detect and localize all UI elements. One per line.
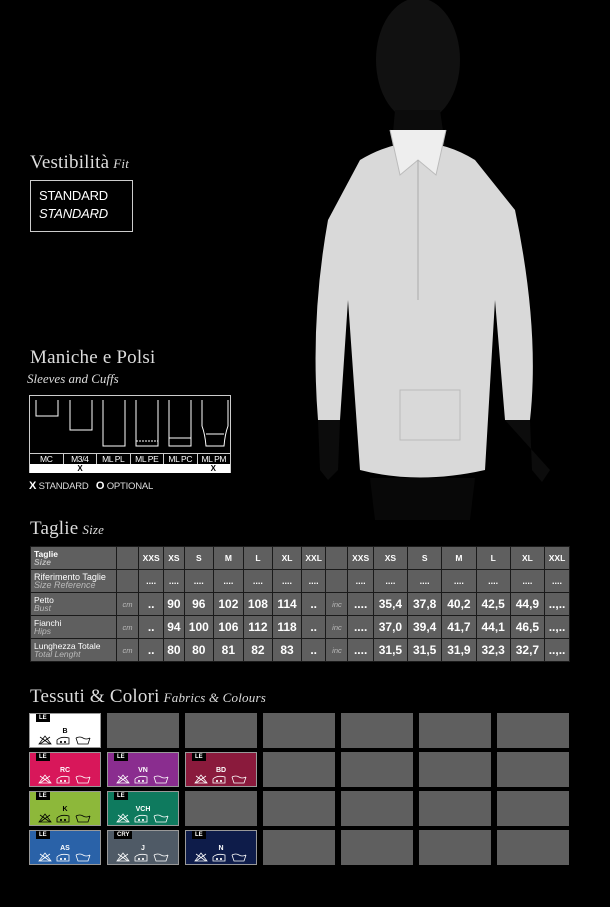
model-figure [300,0,610,520]
sizes-title-en: Size [82,522,105,537]
size-cell: .... [510,570,544,593]
size-header-cell: XXL [545,547,570,570]
fabric-tag: LE [36,792,50,800]
size-cell: .. [139,616,164,639]
fabric-swatch [29,752,101,787]
row-label-en: Bust [34,603,52,613]
row-label [31,616,117,639]
size-cell: .... [373,570,407,593]
unit-cell: inc [326,593,348,616]
size-cell: 31,5 [373,639,407,662]
fabric-tag: CRY [114,831,132,839]
unit-cell: cm [117,639,139,662]
fabric-swatch-empty [497,713,569,748]
sleeves-subtitle: Sleeves and Cuffs [27,371,119,386]
size-cell: ..,.. [545,593,570,616]
unit-cell: inc [326,616,348,639]
fabric-tag: LE [114,792,128,800]
size-row [31,616,570,639]
size-cell: .... [214,570,244,593]
fabric-tag: LE [36,714,50,722]
size-cell: 32,7 [510,639,544,662]
row-label-en: Total Lenght [34,649,81,659]
size-header-cell: XL [273,547,302,570]
sleeve-availability [130,464,163,473]
row-label-it: Taglie [34,549,58,559]
size-cell: .... [348,639,373,662]
size-cell: .. [301,593,326,616]
row-label-it: Fianchi [34,618,62,628]
sleeve-option-ml-pl: ML PL [97,454,131,464]
size-cell: 40,2 [442,593,476,616]
fabric-swatch-empty [341,713,413,748]
care-icons [38,813,94,823]
sleeve-availability-row [30,464,230,473]
fabric-swatch [107,791,179,826]
sleeve-option-ml-pe: ML PE [131,454,165,464]
unit-cell [326,570,348,593]
color-code: VCH [135,806,151,813]
size-cell: 100 [184,616,214,639]
size-cell: ..,.. [545,616,570,639]
size-cell: .... [348,570,373,593]
fabric-tag: LE [114,753,128,761]
fabric-swatch-empty [185,791,257,826]
color-code: J [141,845,145,852]
row-label-en: Size Reference [34,580,96,590]
size-cell: .... [348,616,373,639]
size-header-cell: L [476,547,510,570]
sleeve-options-row [30,453,230,464]
size-cell: 35,4 [373,593,407,616]
care-icons [116,774,172,784]
fabric-swatch [29,713,101,748]
size-cell: .. [139,593,164,616]
sleeve-availability: X [210,464,216,473]
fabric-swatch [29,830,101,865]
fabric-swatch-empty [419,830,491,865]
size-cell: ..,.. [545,639,570,662]
sleeve-icons [30,396,230,452]
fabric-swatch-empty [263,791,335,826]
size-cell: 106 [214,616,244,639]
fabric-swatch-empty [185,713,257,748]
unit-cell [117,547,139,570]
size-cell: 31,9 [442,639,476,662]
fabrics-title [30,686,266,708]
size-cell: .... [243,570,273,593]
fabric-swatch-empty [419,752,491,787]
size-row [31,639,570,662]
row-label-it: Riferimento Taglie [34,572,106,582]
size-header-cell: S [184,547,214,570]
row-label [31,570,117,593]
size-cell: 41,7 [442,616,476,639]
size-cell: 31,5 [408,639,442,662]
fabric-tag: LE [192,753,206,761]
size-header-cell: XL [510,547,544,570]
sizes-title [30,518,104,540]
care-icons [116,813,172,823]
size-cell: 82 [243,639,273,662]
size-cell: .... [164,570,184,593]
size-cell: 39,4 [408,616,442,639]
size-cell: 80 [164,639,184,662]
size-header-cell: M [214,547,244,570]
fit-title [30,152,129,174]
legend-optional-mark: O [95,480,105,492]
size-header-cell: XXL [301,547,326,570]
fabric-swatch-empty [263,830,335,865]
size-cell: .. [301,639,326,662]
color-code: VN [138,767,148,774]
care-icons [116,852,172,862]
fabric-swatch-empty [107,713,179,748]
size-cell: 94 [164,616,184,639]
sleeve-availability [30,464,63,473]
sleeve-legend [29,480,153,492]
unit-cell: cm [117,616,139,639]
color-code: BD [215,767,227,774]
size-cell: 118 [273,616,302,639]
size-header-cell: M [442,547,476,570]
size-header-cell: XXS [139,547,164,570]
size-cell: .... [139,570,164,593]
care-icons [38,735,94,745]
fabric-tag: LE [36,753,50,761]
size-header-cell: XS [373,547,407,570]
size-cell: 102 [214,593,244,616]
size-cell: .... [301,570,326,593]
unit-cell: inc [326,639,348,662]
size-cell: 114 [273,593,302,616]
size-cell: 112 [243,616,273,639]
size-cell: .... [184,570,214,593]
size-cell: 80 [184,639,214,662]
color-code: K [62,806,68,813]
color-code: B [62,728,68,735]
sleeve-option-mc: MC [30,454,64,464]
sleeve-availability [163,464,196,473]
fabric-swatch [107,752,179,787]
unit-cell: cm [117,593,139,616]
row-label [31,639,117,662]
size-cell: 83 [273,639,302,662]
fabric-swatch [29,791,101,826]
size-table [30,546,570,662]
legend-standard-mark: X [29,480,37,492]
size-cell: .... [348,593,373,616]
row-label-it: Petto [34,595,54,605]
fabrics-title-it: Tessuti & Colori [30,686,160,707]
size-row [31,570,570,593]
sleeve-option-ml-pc: ML PC [164,454,198,464]
care-icons [38,774,94,784]
fabric-swatch [107,830,179,865]
sleeves-title: Maniche e Polsi [30,347,156,368]
size-cell: 46,5 [510,616,544,639]
size-cell: 90 [164,593,184,616]
size-cell: 44,9 [510,593,544,616]
row-label-en: Hips [34,626,52,636]
fabric-swatch-empty [419,791,491,826]
size-cell: 37,0 [373,616,407,639]
fabric-tag: LE [36,831,50,839]
size-cell: .. [139,639,164,662]
size-row [31,593,570,616]
color-code: RC [59,767,71,774]
color-code: AS [60,845,70,852]
size-cell: .... [476,570,510,593]
care-icons [38,852,94,862]
fabric-swatch-empty [497,752,569,787]
size-header-cell: L [243,547,273,570]
sleeve-availability: X [77,464,83,473]
unit-cell [117,570,139,593]
size-cell: 32,3 [476,639,510,662]
sleeve-option-m34: M3/4 [64,454,98,464]
fabric-swatch-empty [497,791,569,826]
legend-optional: OPTIONAL [106,481,154,492]
size-cell: 108 [243,593,273,616]
size-cell: 96 [184,593,214,616]
fit-title-en: Fit [113,156,130,171]
color-code: N [218,845,224,852]
size-header-cell: S [408,547,442,570]
size-cell: 81 [214,639,244,662]
size-cell: 42,5 [476,593,510,616]
fabric-tag: LE [192,831,206,839]
row-label [31,593,117,616]
row-label-en: Size [34,557,52,567]
legend-standard: STANDARD [38,481,89,492]
fit-title-it: Vestibilità [30,152,110,173]
fit-value-en: STANDARD [39,206,108,221]
fabric-swatch-empty [341,752,413,787]
fabric-swatch-grid [29,713,571,868]
fabrics-title-en: Fabrics & Colours [163,690,266,705]
fabric-swatch [185,752,257,787]
size-cell: .... [442,570,476,593]
sleeves-chart [29,395,231,473]
fabric-swatch-empty [341,830,413,865]
size-cell: 44,1 [476,616,510,639]
size-cell: .... [273,570,302,593]
care-icons [194,852,250,862]
fit-value-it: STANDARD [39,188,108,203]
fit-box [30,180,133,232]
fabric-swatch-empty [497,830,569,865]
fabric-swatch-empty [263,752,335,787]
care-icons [194,774,250,784]
size-cell: 37,8 [408,593,442,616]
unit-cell [326,547,348,570]
fabric-swatch-empty [341,791,413,826]
size-cell: .... [408,570,442,593]
sizes-title-it: Taglie [30,518,79,539]
fabric-swatch [185,830,257,865]
sleeve-availability [97,464,130,473]
row-label [31,547,117,570]
fabric-swatch-empty [419,713,491,748]
fabric-swatch-empty [263,713,335,748]
size-cell: .... [545,570,570,593]
sleeve-option-ml-pm: ML PM [201,454,227,464]
size-header-cell: XXS [348,547,373,570]
size-header-cell: XS [164,547,184,570]
size-cell: .. [301,616,326,639]
row-label-it: Lunghezza Totale [34,641,101,651]
size-header-row [31,547,570,570]
